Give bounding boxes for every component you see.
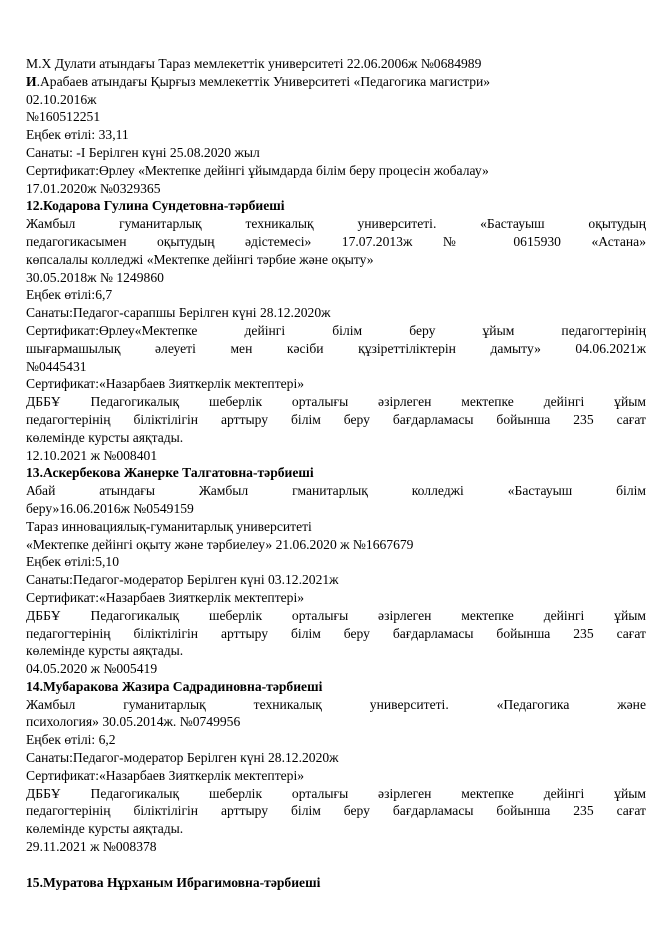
text-line: №160512251 [26,109,101,125]
text-line: ДББҰ Педагогикалық шеберлік орталығы әзірлеген мектепке дейінгі ұйым [26,394,646,410]
staff-heading: 14.Мубаракова Жазира Садрадиновна-тәрбиеші [26,678,323,694]
text-line: «Мектепке дейінгі оқыту және тәрбиелеу» 21.06.2020 ж №1667679 [26,536,414,552]
text-line: көлемінде курсты аяқтады. [26,643,184,659]
text-line: педагогикасымен оқытудың әдістемесі» 17.07.2013ж № 0615930 «Астана» [26,233,646,249]
text-line: педагогтерінің біліктілігін арттыру білім беру бағдарламасы бойынша 235 сағат [26,803,646,819]
text-line: педагогтерінің біліктілігін арттыру білім беру бағдарламасы бойынша 235 сағат [26,625,646,641]
text-line: Сертификат:«Назарбаев Зияткерлік мектептері» [26,767,305,783]
text-line: Еңбек өтілі:6,7 [26,287,113,303]
text-line: көлемінде курсты аяқтады. [26,429,184,445]
text-line: ДББҰ Педагогикалық шеберлік орталығы әзірлеген мектепке дейінгі ұйым [26,785,646,801]
text-line: беру»16.06.2016ж №0549159 [26,500,194,516]
document-page [26,55,646,891]
text-line: 30.05.2018ж № 1249860 [26,269,164,285]
bold-initial: И [26,73,37,89]
text-line: Санаты:Педагог-сарапшы Берілген күні 28.12.2020ж [26,305,331,321]
text-line: 29.11.2021 ж №008378 [26,839,157,855]
text-line: Еңбек өтілі: 33,11 [26,127,129,143]
staff-heading: 13.Аскербекова Жанерке Талгатовна-тәрбиеші [26,465,314,481]
text-line: психология» 30.05.2014ж. №0749956 [26,714,241,730]
text-line: көлемінде курсты аяқтады. [26,821,184,837]
text-line: 02.10.2016ж [26,91,97,107]
text-line: Сертификат:Өрлеу«Мектепке дейінгі білім беру ұйым педагогтерінің [26,322,646,338]
text-line: Санаты:Педагог-модератор Берілген күні 03.12.2021ж [26,572,339,588]
text-line: Сертификат:Өрлеу «Мектепке дейінгі ұйымдарда білім беру процесін жобалау» [26,162,489,178]
staff-heading: 15.Муратова Нұрханым Ибрагимовна-тәрбиеші [26,874,321,890]
text-line: Еңбек өтілі: 6,2 [26,732,116,748]
text-line: Тараз инновациялық-гуманитарлық университеті [26,518,312,534]
text-line: ДББҰ Педагогикалық шеберлік орталығы әзірлеген мектепке дейінгі ұйым [26,607,646,623]
text-line: Сертификат:«Назарбаев Зияткерлік мектептері» [26,376,305,392]
text-line: шығармашылық әлеуеті мен кәсіби құзіреттіліктерін дамыту» 04.06.2021ж [26,340,646,356]
text-line: 04.05.2020 ж №005419 [26,661,158,677]
text-line: М.Х Дулати атындағы Тараз мемлекеттік университеті 22.06.2006ж №0684989 [26,56,482,71]
text-line: Еңбек өтілі:5,10 [26,554,119,570]
blank-line [26,856,646,874]
text-line: 12.10.2021 ж №008401 [26,447,158,463]
text-line: Жамбыл гуманитарлық техникалық университеті. «Педагогика және [26,696,646,712]
text-line: көпсалалы колледжі «Мектепке дейінгі тәрбие және оқыту» [26,251,374,267]
text-line: педагогтерінің біліктілігін арттыру білім беру бағдарламасы бойынша 235 сағат [26,411,646,427]
text-line: Абай атындағы Жамбыл гманитарлық колледжі «Бастауыш білім [26,483,646,499]
text-line: №0445431 [26,358,87,374]
staff-heading: 12.Кодарова Гулина Сундетовна-тәрбиеші [26,198,285,214]
text-line: Жамбыл гуманитарлық техникалық университеті. «Бастауыш оқытудың [26,216,646,232]
text-line: 17.01.2020ж №0329365 [26,180,161,196]
text-line: Сертификат:«Назарбаев Зияткерлік мектептері» [26,589,305,605]
text-line: И.Арабаев атындағы Қырғыз мемлекеттік Университеті «Педагогика магистри» [26,73,491,89]
text-line: Санаты: -І Берілген күні 25.08.2020 жыл [26,144,260,160]
text-line: Санаты:Педагог-модератор Берілген күні 28.12.2020ж [26,750,339,766]
